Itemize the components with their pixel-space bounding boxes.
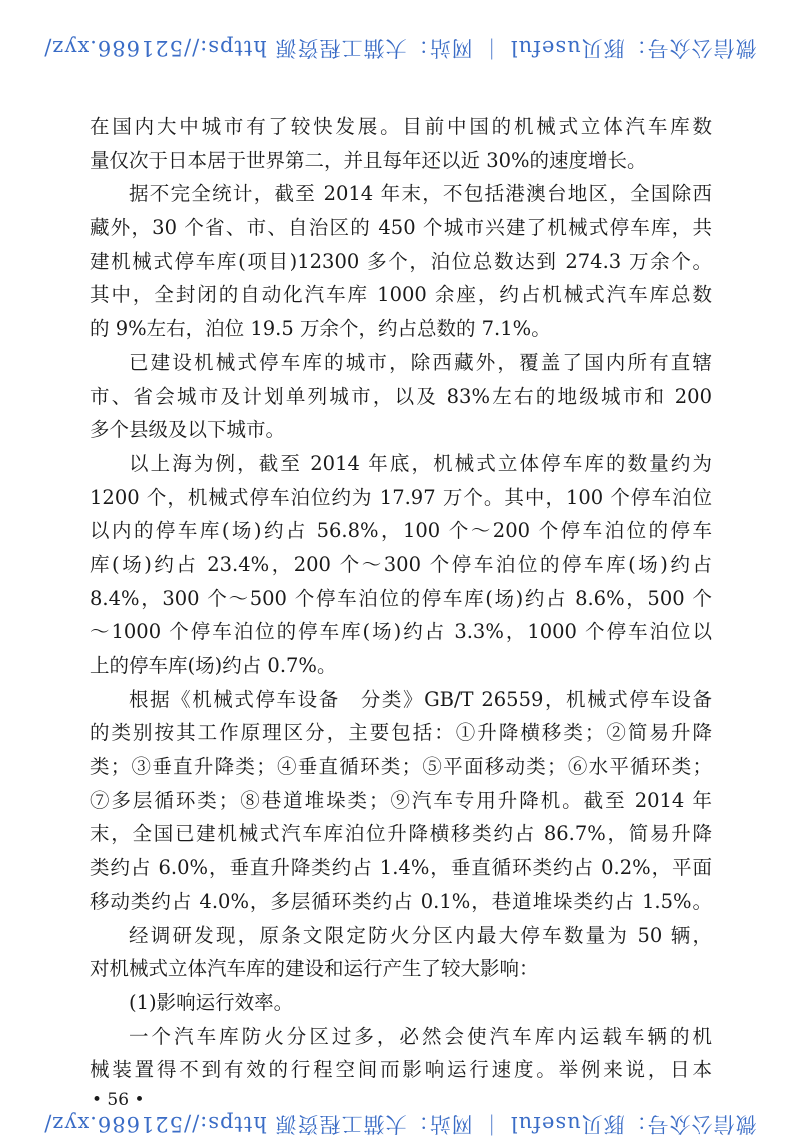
text-line: 对机械式立体汽车库的建设和运行产生了较大影响： [90, 957, 539, 981]
text-line: 类约占 6.0%，垂直升降类约占 1.4%，垂直循环类约占 0.2%，平面 [90, 856, 712, 880]
text-line: 量仅次于日本居于世界第二，并且每年还以近 30%的速度增长。 [90, 148, 647, 172]
text-line: 移动类约占 4.0%，多层循环类约占 0.1%，巷道堆垛类约占 1.5%。 [90, 889, 712, 913]
text-line: 建机械式停车库(项目)12300 多个，泊位总数达到 274.3 万余个。 [90, 249, 712, 273]
text-line: 一个汽车库防火分区过多，必然会使汽车库内运载车辆的机 [129, 1024, 712, 1048]
text-line: 在国内大中城市有了较快发展。目前中国的机械式立体汽车库数 [90, 115, 712, 138]
text-line: 械装置得不到有效的行程空间而影响运行速度。举例来说，日本 [90, 1058, 712, 1082]
text-line: 末，全国已建机械式汽车库泊位升降横移类约占 86.7%，简易升降 [90, 822, 712, 846]
text-line: 据不完全统计，截至 2014 年末，不包括港澳台地区，全国除西 [129, 182, 712, 206]
text-line: 经调研发现，原条文限定防火分区内最大停车数量为 50 辆， [129, 923, 712, 947]
text-line: ⑦多层循环类；⑧巷道堆垛类；⑨汽车专用升降机。截至 2014 年 [90, 788, 712, 812]
text-line: 以上海为例，截至 2014 年底，机械式立体停车库的数量约为 [129, 451, 712, 475]
text-line: 的类别按其工作原理区分，主要包括：①升降横移类；②简易升降 [90, 721, 712, 745]
text-line: 1200 个，机械式停车泊位约为 17.97 万个。其中，100 个停车泊位 [90, 485, 712, 509]
text-line: 的 9%左右，泊位 19.5 万余个，约占总数的 7.1%。 [90, 317, 551, 341]
text-line: 已建设机械式停车库的城市，除西藏外，覆盖了国内所有直辖 [129, 350, 712, 374]
text-line: 类；③垂直升降类；④垂直循环类；⑤平面移动类；⑥水平循环类； [90, 755, 712, 779]
text-line: 以内的停车库(场)约占 56.8%，100 个～200 个停车泊位的停车 [90, 519, 712, 543]
text-line: ～1000 个停车泊位的停车库(场)约占 3.3%，1000 个停车泊位以 [90, 620, 712, 644]
text-line: 藏外，30 个省、市、自治区的 450 个城市兴建了机械式停车库，共 [90, 216, 712, 240]
text-line: 根据《机械式停车设备 分类》GB/T 26559，机械式停车设备 [129, 687, 712, 711]
text-line: (1)影响运行效率。 [129, 990, 294, 1014]
watermark-top: 微信公众号：豚贝useful ｜ 网站：大猫工程资源 https://521686.xyz/ [43, 36, 757, 60]
text-line: 市、省会城市及计划单列城市，以及 83%左右的地级城市和 200 [90, 384, 712, 408]
text-line: 8.4%，300 个～500 个停车泊位的停车库(场)约占 8.6%，500 个 [90, 586, 712, 610]
page-number: • 56 • [92, 1090, 145, 1110]
text-line: 库(场)约占 23.4%，200 个～300 个停车泊位的停车库(场)约占 [90, 552, 712, 576]
text-line: 多个县级及以下城市。 [90, 418, 286, 442]
text-line: 上的停车库(场)约占 0.7%。 [90, 654, 337, 677]
document-body [90, 110, 712, 1087]
watermark-bottom: 微信公众号：豚贝useful ｜ 网站：大猫工程资源 https://521686.xyz/ [43, 1112, 757, 1136]
text-line: 其中，全封闭的自动化汽车库 1000 余座，约占机械式汽车库总数 [90, 283, 712, 307]
